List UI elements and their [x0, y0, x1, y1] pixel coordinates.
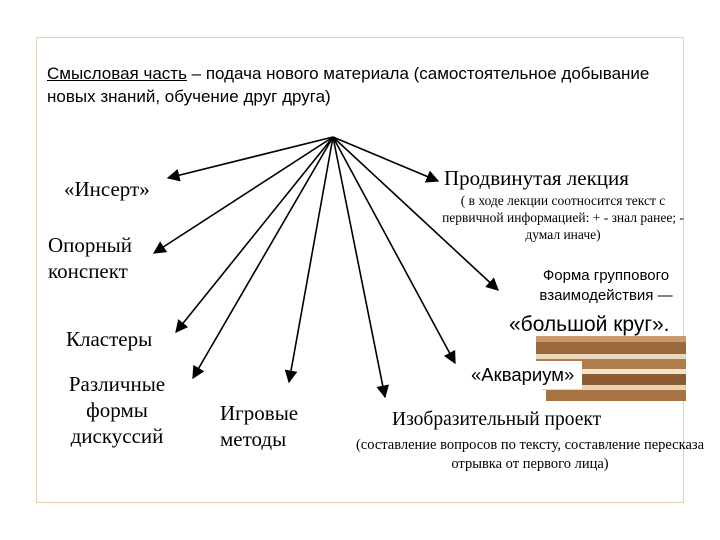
arrow-to-visual-project: [333, 137, 385, 397]
heading-underlined: Смысловая часть: [47, 64, 187, 83]
arrow-to-clusters: [176, 137, 333, 332]
arrow-to-aquarium: [333, 137, 455, 363]
arrow-to-support-outline: [154, 137, 333, 253]
node-advanced-lecture-note: ( в ходе лекции соотносится текст с первичной информацией: + - знал ранее; - думал иначе): [442, 193, 684, 242]
node-insert: «Инсерт»: [64, 177, 150, 201]
node-advanced-lecture: Продвинутая лекция: [444, 166, 629, 190]
node-big-circle: «большой круг».: [509, 313, 670, 336]
node-games: Игровые методы: [220, 401, 299, 451]
node-support-outline: Опорный конспект: [48, 233, 132, 283]
node-discussions: Различные формы дискуссий: [68, 372, 166, 448]
heading-rest: – подача нового материала (самостоятельное добывание новых знаний, обучение друг друга): [47, 64, 650, 106]
node-clusters: Кластеры: [66, 327, 153, 351]
node-visual-project-note: (составление вопросов по тексту, составление пересказа отрывка от первого лица): [355, 437, 705, 472]
node-visual-project: Изобразительный проект: [392, 409, 602, 430]
node-aquarium: «Аквариум»: [463, 361, 582, 389]
arrow-to-insert: [168, 137, 333, 178]
arrow-to-advanced-lecture: [333, 137, 438, 181]
node-group-form: Форма группового взаимодействия —: [539, 267, 673, 304]
